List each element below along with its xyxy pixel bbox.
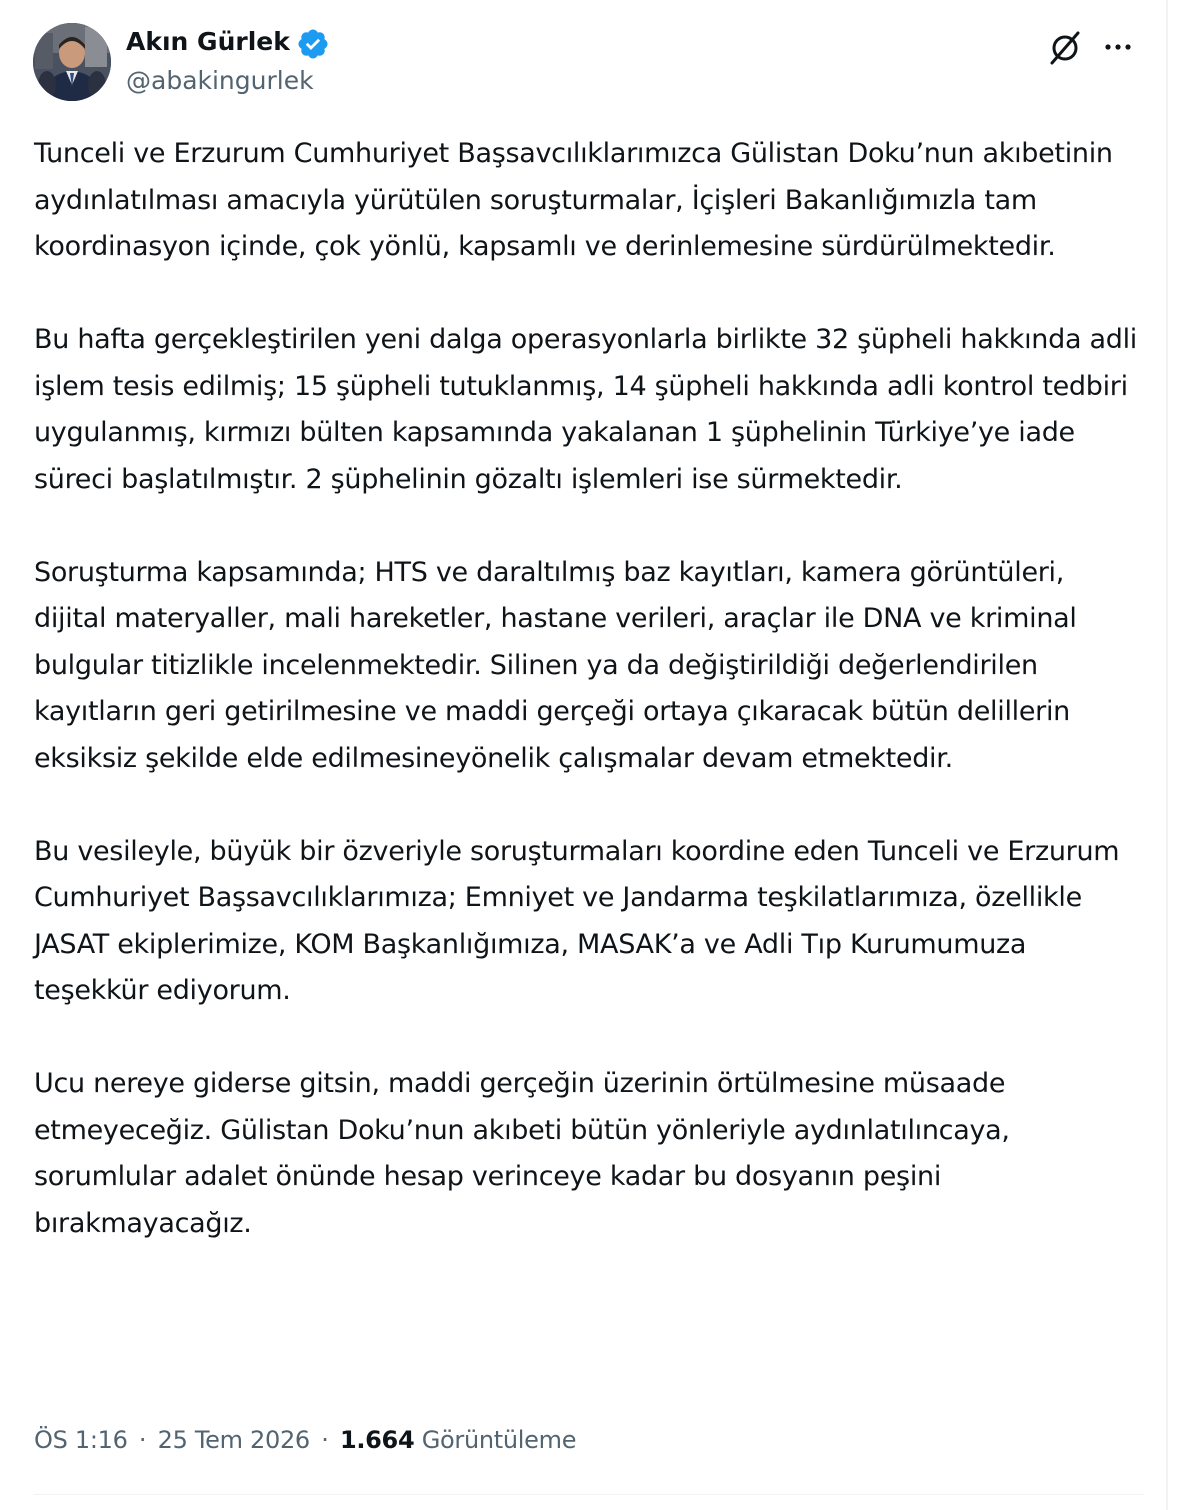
tweet-paragraph: Bu vesileyle, büyük bir özveriyle soruşturmaları koordine eden Tunceli ve Erzurum Cumhuriyet Başsavcılıklarımıza; Emniyet ve Jandarma teşkilatlarımıza, özellikle JASAT ekiplerimize, KOM Başkanlığımıza, MASAK’a ve Adli Tıp Kurumumuza teşekkür ediyorum.	[34, 835, 1120, 1006]
column-border	[1166, 0, 1168, 1510]
more-options-icon[interactable]	[1098, 27, 1138, 67]
views-label: Görüntüleme	[421, 1426, 577, 1454]
views-count: 1.664	[339, 1426, 415, 1454]
grok-icon[interactable]	[1045, 27, 1085, 67]
avatar[interactable]	[33, 23, 111, 101]
meta-separator: ·	[138, 1426, 147, 1454]
tweet-paragraph: Soruşturma kapsamında; HTS ve daraltılmış baz kayıtları, kamera görüntüleri, dijital materyaller, mali hareketler, hastane verileri, araçlar ile DNA ve kriminal bulgular titizlikle incelenmektedir. Silinen ya da değiştirildiği değerlendirilen kayıtların geri getirilmesine ve maddi gerçeği ortaya çıkaracak bütün delillerin eksiksiz şekilde elde edilmesineyönelik çalışmalar devam etmektedir.	[34, 556, 1077, 774]
tweet-paragraph: Bu hafta gerçekleştirilen yeni dalga operasyonlarla birlikte 32 şüpheli hakkında adli işlem tesis edilmiş; 15 şüpheli tutuklanmış, 14 şüpheli hakkında adli kontrol tedbiri uygulanmış, kırmızı bülten kapsamında yakalanan 1 şüphelinin Türkiye’ye iade süreci başlatılmıştır. 2 şüphelinin gözaltı işlemleri ise sürmektedir.	[34, 324, 1137, 495]
tweet-time[interactable]: ÖS 1:16	[34, 1426, 128, 1454]
tweet-meta	[34, 1422, 576, 1458]
meta-separator: ·	[321, 1426, 329, 1454]
author-name[interactable]: Akın Gürlek	[126, 27, 290, 56]
tweet-paragraph: Tunceli ve Erzurum Cumhuriyet Başsavcılıklarımızca Gülistan Doku’nun akıbetinin aydınlatılması amacıyla yürütülen soruşturmalar, İçişleri Bakanlığımızla tam koordinasyon içinde, çok yönlü, kapsamlı ve derinlemesine sürdürülmektedir.	[34, 138, 1113, 262]
tweet-date[interactable]: 25 Tem 2026	[157, 1426, 310, 1454]
tweet-paragraph: Ucu nereye giderse gitsin, maddi gerçeğin üzerinin örtülmesine müsaade etmeyeceğiz. Gülistan Doku’nun akıbeti bütün yönleriyle aydınlatılıncaya, sorumlular adalet önünde hesap verinceye kadar bu dosyanın peşini bırakmayacağız.	[34, 1068, 1010, 1239]
divider	[34, 1494, 1144, 1495]
verified-badge-icon[interactable]	[296, 27, 330, 61]
tweet-text	[34, 131, 1144, 1247]
author-handle[interactable]: @abakingurlek	[126, 66, 314, 95]
avatar-image	[33, 23, 111, 101]
